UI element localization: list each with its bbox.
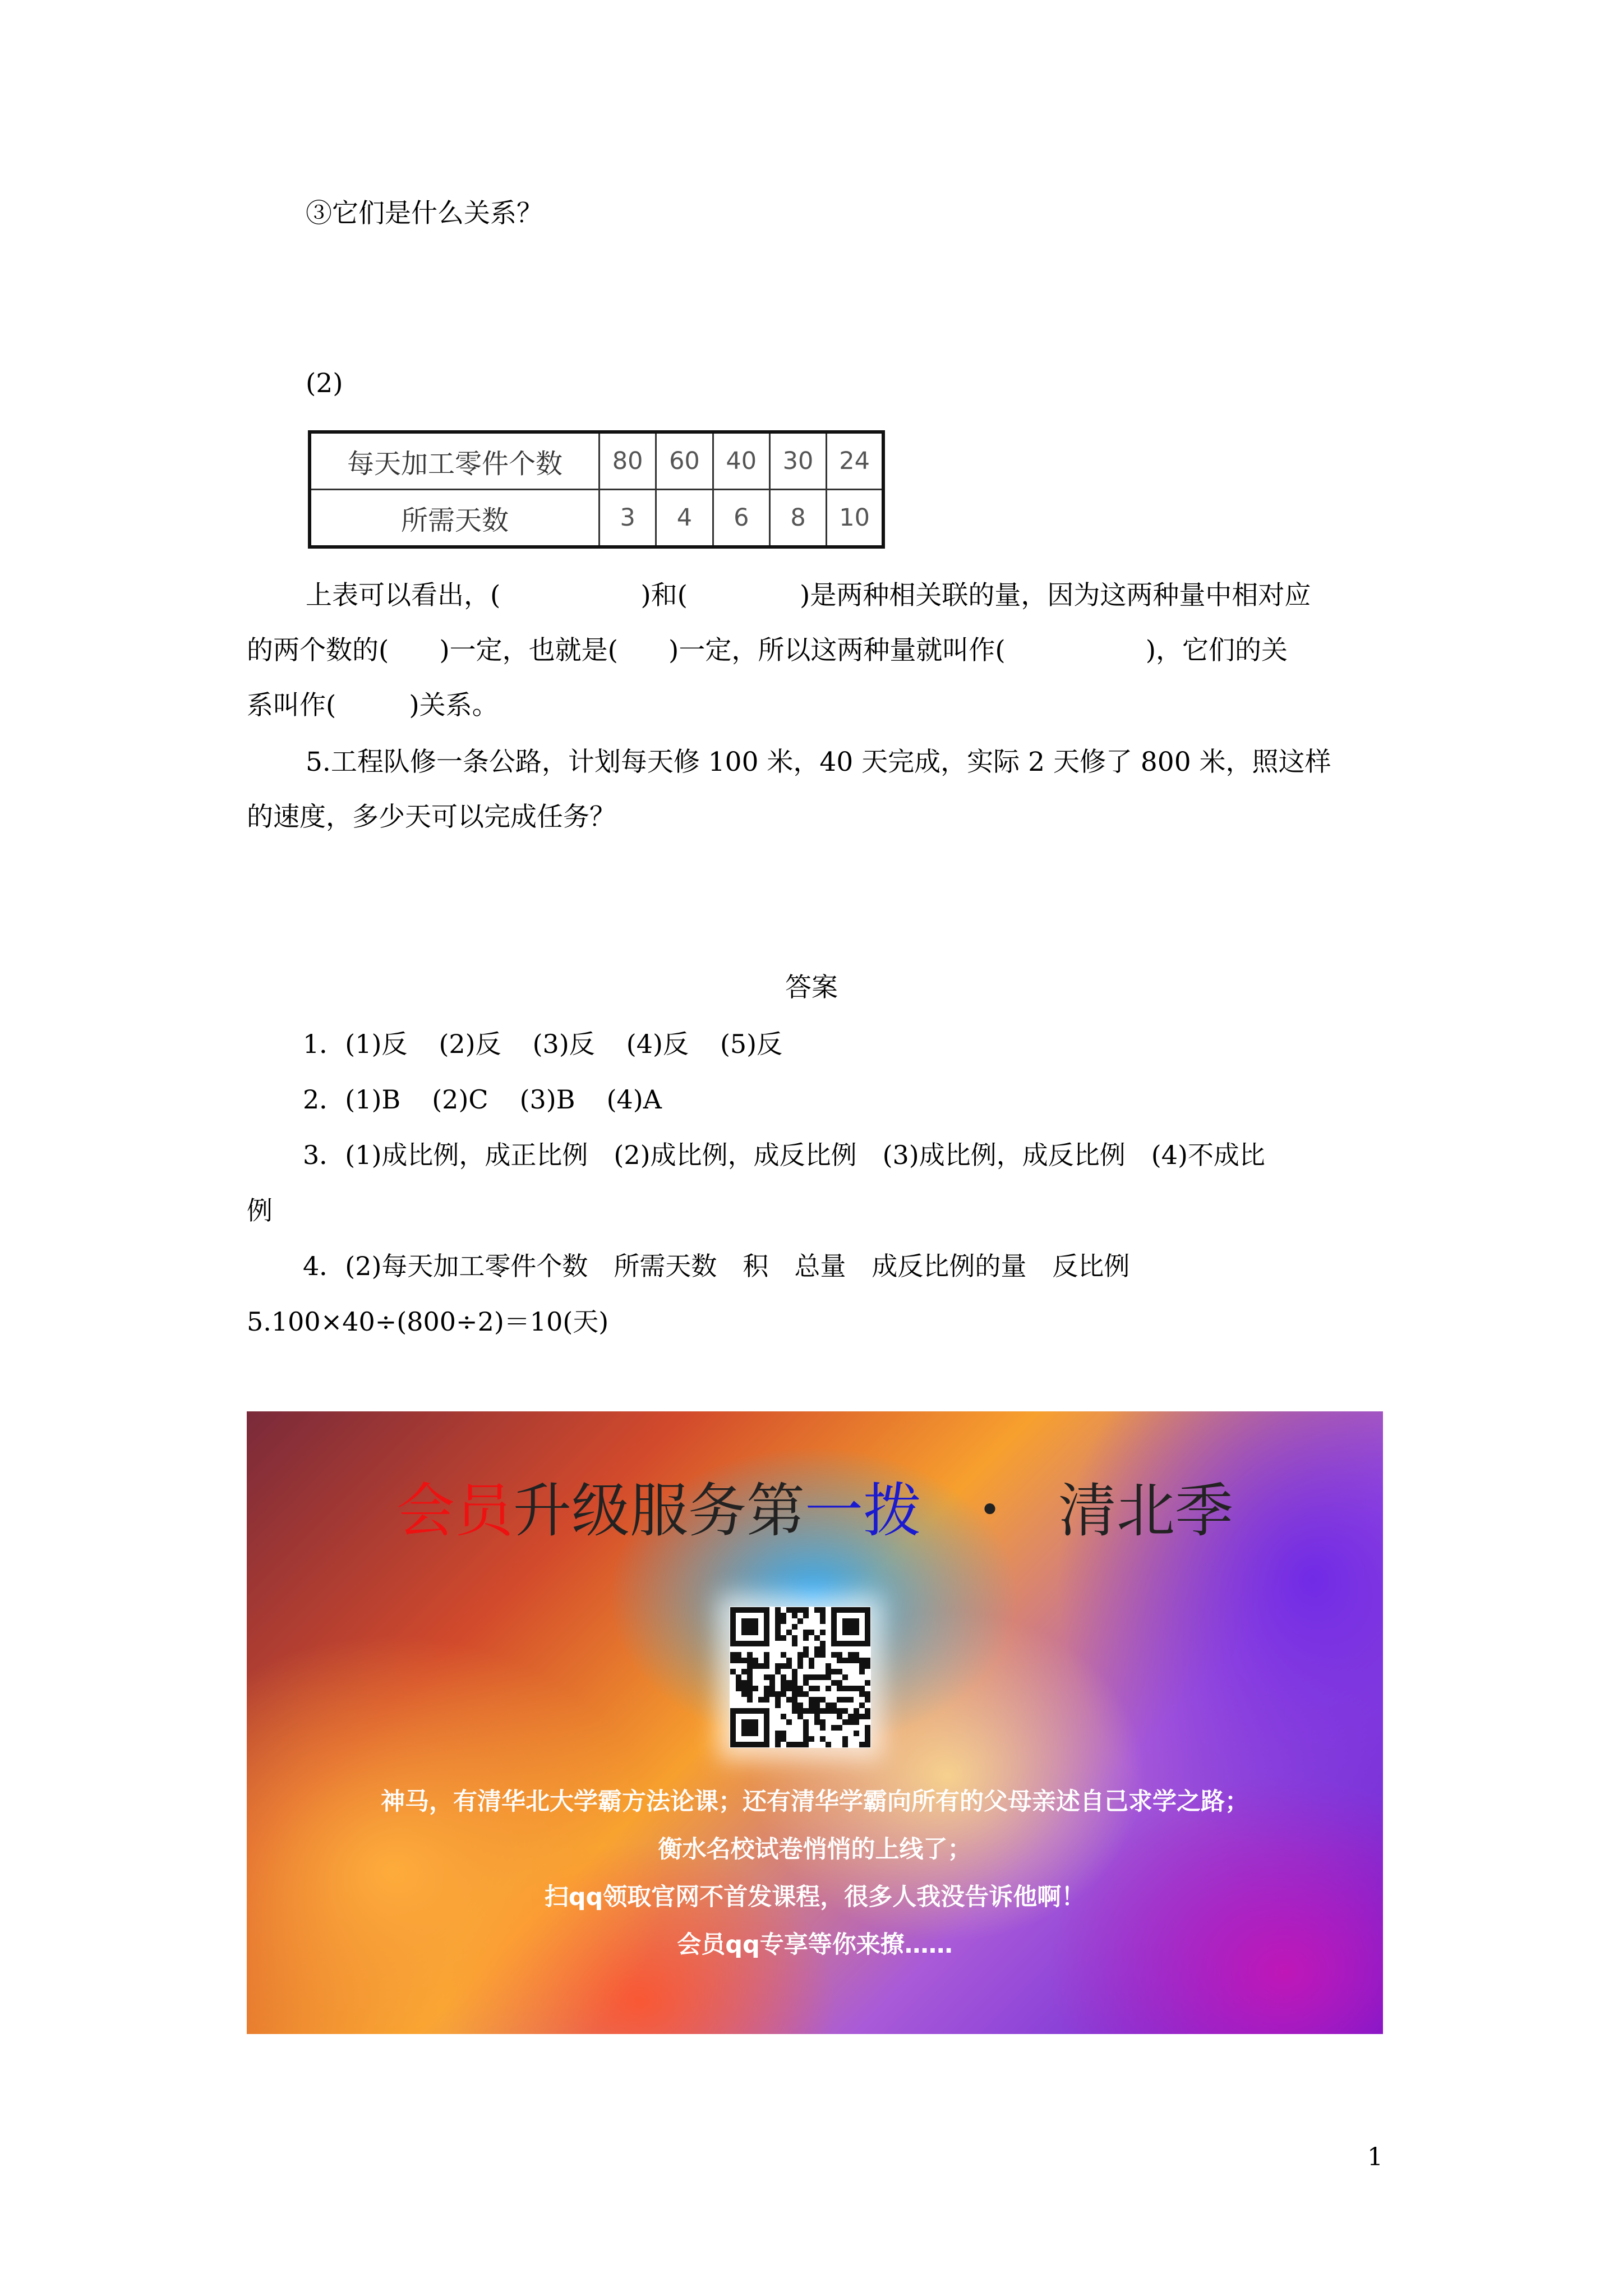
answer-item: (2)C	[432, 1084, 488, 1115]
table-cell: 40	[713, 432, 769, 490]
fill-text: )是两种相关联的量，因为这两种量中相对应	[800, 580, 1311, 611]
banner-title-red: 会员	[396, 1476, 513, 1545]
answer-item: (5)反	[720, 1029, 783, 1059]
banner-line: 扫qq领取官网不首发课程，很多人我没告诉他啊！	[544, 1883, 1086, 1911]
table-cell: 4	[656, 490, 713, 547]
table-row-label: 所需天数	[310, 490, 600, 547]
page-number: 1	[1367, 2143, 1383, 2171]
answer-item: 1．(1)反	[303, 1029, 408, 1059]
table-cell: 3	[600, 490, 656, 547]
banner-line: 会员qq专享等你来撩……	[677, 1931, 953, 1959]
fill-text: )一定，也就是(	[439, 635, 619, 666]
answer-1	[303, 1031, 814, 1057]
answer-item: (3)B	[519, 1084, 575, 1115]
fill-text: )和(	[640, 580, 688, 611]
fill-text: )一定，所以这两种量就叫作(	[668, 635, 1006, 666]
fill-text: )关系。	[409, 690, 499, 721]
banner-title-separator: ・	[961, 1476, 1020, 1545]
banner-title	[247, 1476, 1383, 1545]
banner-line: 衡水名校试卷悄悄的上线了；	[658, 1835, 972, 1864]
table-row	[310, 490, 883, 547]
table-cell: 80	[600, 432, 656, 490]
subquestion-label: (2)	[306, 368, 343, 399]
answer-item: (4)A	[606, 1084, 662, 1115]
table-cell: 6	[713, 490, 769, 547]
fill-text: )，它们的关	[1145, 635, 1288, 666]
question-5-line: 的速度，多少天可以完成任务？	[247, 802, 616, 832]
table-cell: 8	[769, 490, 826, 547]
fill-text: 上表可以看出，(	[306, 580, 501, 611]
answer-item: (4)反	[626, 1029, 689, 1059]
question-3-prompt: ③它们是什么关系？	[306, 198, 543, 229]
answer-item: (3)反	[532, 1029, 595, 1059]
answer-3-line-2: 例	[247, 1195, 273, 1226]
answer-2	[303, 1084, 693, 1115]
qr-code-icon[interactable]	[730, 1607, 871, 1748]
answers-heading: 答案	[785, 972, 838, 1003]
answer-3-line-1: 3．(1)成比例，成正比例 (2)成比例，成反比例 (3)成比例，成反比例 (4)不成比	[303, 1140, 1265, 1170]
table-row-label: 每天加工零件个数	[310, 432, 600, 490]
banner-title-end: 清北季	[1058, 1476, 1234, 1545]
fill-text: 系叫作(	[247, 690, 336, 721]
table-row	[310, 432, 883, 490]
fill-in-line-1	[247, 568, 1391, 623]
fill-text: 的两个数的(	[247, 635, 389, 666]
banner-title-blue: 一拨	[804, 1476, 921, 1545]
answer-5: 5.100×40÷(800÷2)＝10(天)	[247, 1306, 609, 1337]
answer-item: (2)反	[439, 1029, 501, 1059]
answer-4: 4．(2)每天加工零件个数 所需天数 积 总量 成反比例的量 反比例	[303, 1251, 1130, 1281]
question-5-line: 5.工程队修一条公路，计划每天修 100 米，40 天完成，实际 2 天修了 800 米，照这样	[306, 747, 1331, 777]
table-cell: 10	[827, 490, 883, 547]
table-cell: 30	[769, 432, 826, 490]
promo-banner[interactable]	[247, 1411, 1383, 2034]
question-5	[247, 735, 1391, 845]
table-cell: 24	[827, 432, 883, 490]
table-cell: 60	[656, 432, 713, 490]
banner-title-dark: 升级服务第	[513, 1476, 805, 1545]
fill-in-line-3	[247, 678, 1391, 733]
fill-in-line-2	[247, 623, 1391, 678]
data-table	[308, 430, 885, 549]
banner-line: 神马，有清华北大学霸方法论课；还有清华学霸向所有的父母亲述自己求学之路；	[381, 1788, 1249, 1816]
answer-item: 2．(1)B	[303, 1084, 401, 1115]
